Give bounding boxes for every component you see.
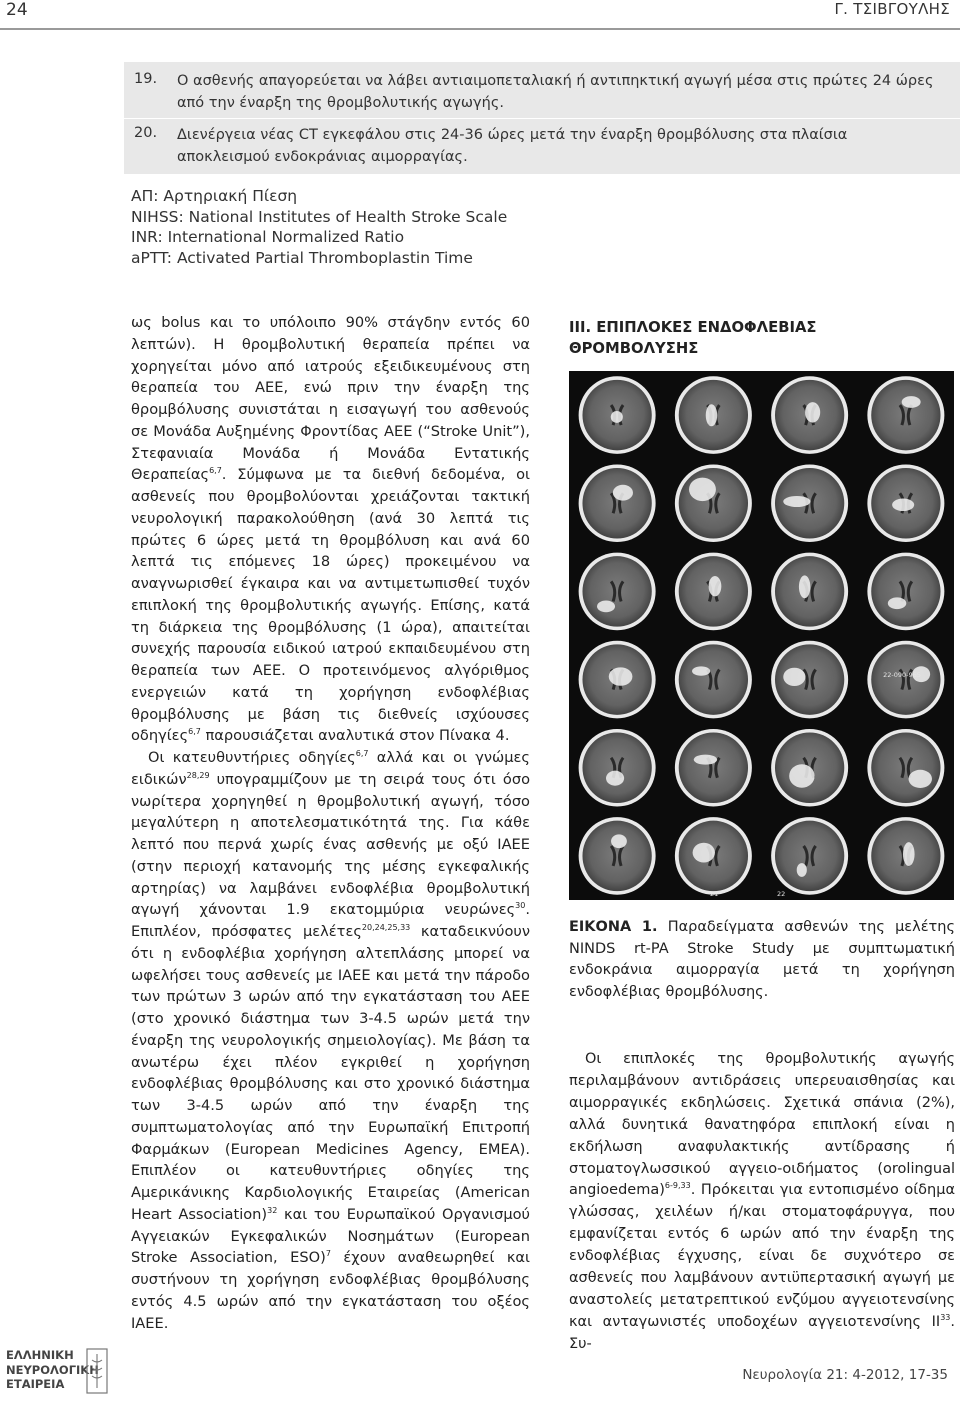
citation-ref: 33 <box>940 1312 951 1322</box>
footer-citation: Νευρολογία 21: 4-2012, 17-35 <box>742 1367 948 1383</box>
ct-slice <box>579 376 656 454</box>
abbreviation-item: ΑΠ: Αρτηριακή Πίεση <box>131 187 298 205</box>
ct-slice <box>867 641 944 719</box>
left-column <box>131 312 530 1334</box>
ct-slice <box>675 817 752 895</box>
criteria-separator <box>124 118 960 119</box>
abbreviation-item: INR: International Normalized Ratio <box>131 228 405 247</box>
citation-ref: 6-9,33 <box>664 1181 691 1191</box>
ct-slice <box>771 729 848 807</box>
ct-slice <box>867 729 944 807</box>
ct-slice <box>771 641 848 719</box>
citation-ref: 6,7 <box>209 466 222 476</box>
ct-slice <box>675 553 752 631</box>
abbreviation-item: aPTT: Activated Partial Thromboplastin Time <box>131 249 473 268</box>
criterion-line: Ο ασθενής απαγορεύεται να λάβει αντιαιμοπεταλιακή ή αντιπηκτική αγωγή μέσα στις πρώτες 24 ώρες <box>177 73 934 89</box>
ct-slice <box>771 553 848 631</box>
citation-ref: 30 <box>515 901 526 911</box>
criterion-line: από την έναρξη της θρομβολυτικής αγωγής. <box>177 94 504 111</box>
criterion-text <box>177 71 957 114</box>
ct-slice <box>675 376 752 454</box>
figure-label: ΕΙΚΟΝΑ 1. <box>569 919 658 935</box>
ct-slice <box>771 464 848 542</box>
page-number: 24 <box>6 0 28 20</box>
ct-slice <box>579 464 656 542</box>
criterion-line: αποκλεισμού ενδοκράνιας αιμορραγίας. <box>177 148 468 165</box>
criterion-text <box>177 125 957 168</box>
citation-ref: 7 <box>325 1249 331 1259</box>
criterion-line: Διενέργεια νέας CT εγκεφάλου στις 24-36 ώρες μετά την έναρξη θρομβόλυσης στα πλαίσια <box>177 127 848 143</box>
body-paragraph: Οι επιπλοκές της θρομβολυτικής αγωγής περιλαμβάνουν αντιδράσεις υπερευαισθησίας και αιμορραγικές εκδηλώσεις. Σχετικά σπάνια (2%), αλλά δυνητικά θανατηφόρα επιπλοκή είναι η εκδήλωση αναφυλακτικής αντίδρασης ή στοματογλωσσικού αγγειο-οιδήματος (orolingual angioedema)$^{6-9,33}$. Πρόκειται για εντοπισμένο οίδημα γλώσσας, χειλέων ή/και στοματοφάρυγγα, που εμφανίζεται εντός 6 ωρών από την έναρξη της ενδοφλέβιας έγχυσης, είναι δε συχνότερο σε ασθενείς που λαμβάνουν αντιϋπερτασική αγωγή με αναστολείς μετατρεπτικού ενζύμου αγγειοτενσίνης και ανταγωνιστές υποδοχέων αγγειοτενσίνης ΙΙ$^{33}$. Συ- <box>569 1051 955 1352</box>
ct-slice <box>579 641 656 719</box>
ct-slice <box>867 553 944 631</box>
logo-line: ΕΤΑΙΡΕΙΑ <box>6 1377 65 1391</box>
body-paragraph: ως bolus και το υπόλοιπο 90% στάγδην εντός 60 λεπτών). Η θρομβολυτική θεραπεία πρέπει να χορηγείται μόνο από ιατρούς εξειδικευμένους στη θεραπεία του ΑΕΕ, ενώ πριν την έναρξη της θρομβόλυσης συνιστάται η εισαγωγή του ασθενούς σε Μονάδα Αυξημένης Φροντίδας ΑΕΕ (“Stroke Unit”), Στεφανιαία Μονάδα ή Μονάδα Εντατικής Θεραπείας$^{6,7}$. Σύμφωνα με τα διεθνή δεδομένα, οι ασθενείς που θρομβολύονται χρειάζονται τακτική νευρολογική παρακολούθηση (ανά 30 λεπτά τις πρώτες 6 ώρες μετά τη θρομβόλυση και ανά 60 λεπτά τις επόμενες 18 ώρες) προκειμένου να αναγνωρισθεί έγκαιρα και να αντιμετωπισθεί τυχόν επιπλοκή της θρομβολυτικής αγωγής. Επίσης, κατά τη διάρκεια της θρομβόλυσης (1 ώρα), απαιτείται συνεχής παρουσία ειδικού ιατρού εκπαιδευμένου στη θεραπεία των ΑΕΕ. Ο προτεινόμενος αλγόριθμος ενεργειών κατά τη χορήγηση ενδοφλέβιας θρομβόλυσης με βάση τις διεθνείς ισχύουσες οδηγίες$^{6,7}$ παρουσιάζεται αναλυτικά στον Πίνακα 4. <box>131 314 530 745</box>
scan-id-label: 22-090-965 <box>883 671 921 679</box>
society-logo <box>6 1348 108 1402</box>
body-paragraph: Οι κατευθυντήριες οδηγίες$^{6,7}$ αλλά και οι γνώμες ειδικών$^{28,29}$ υπογραμμίζουν με τη σειρά τους ότι όσο νωρίτερα χορηγηθεί η θρομβολυτική αγωγή, τόσο μεγαλύτερη η αποτελεσματικότητά της. Για κάθε λεπτό που περνά χωρίς ένας ασθενής με οξύ ΙΑΕΕ (στην περιοχή κατανομής της μέσης εγκεφαλικής αρτηρίας) να λαμβάνει ενδοφλέβια θρομβολυτική αγωγή χάνονται 1.9 εκατομμύρια νευρώνες$^{30}$. Επιπλέον, πρόσφατες μελέτες$^{20,24,25,33}$ καταδεικνύουν ότι η ενδοφλέβια χορήγηση αλτεπλάσης μπορεί να ωφελήσει τους ασθενείς με ΙΑΕΕ και μετά την πάροδο των πρώτων 3 ωρών από την εγκατάσταση του ΑΕΕ (στο χρονικό διάστημα των 3-4.5 ωρών μετά την έναρξη της νευρολογικής σημειολογίας). Με βάση τα ανωτέρω έχει πλέον εγκριθεί η χορήγηση ενδοφλέβιας θρομβόλυσης και στο χρονικό διάστημα των 3-4.5 ωρών από την έναρξη της συμπτωματολογίας από την Ευρωπαϊκή Επιτροπή Φαρμάκων (European Medicines Agency, EMEA). Επιπλέον οι κατευθυντήριες οδηγίες της Αμερικάνικης Καρδιολογικής Εταιρείας (American Heart Association)$^{32}$ και του Ευρωπαϊκού Οργανισμού Αγγειακών Εγκεφαλικών Νοσημάτων (European Stroke Association, ESO)$^7$ έχουν αναθεωρηθεί και συστήνουν τη χορήγηση ενδοφλέβιας θρομβόλυσης εντός 4.5 ωρών από την εγκατάσταση του οξέος ΙΑΕΕ. <box>131 749 531 1332</box>
ct-slice <box>675 641 752 719</box>
logo-line: ΕΛΛΗΝΙΚΗ <box>6 1348 74 1362</box>
criterion-number: 20. <box>134 125 158 141</box>
citation-ref: 20,24,25,33 <box>361 923 411 932</box>
ct-slice <box>867 376 944 454</box>
header-rule <box>0 28 960 30</box>
ct-slice <box>675 729 752 807</box>
abbreviation-item: NIHSS: National Institutes of Health Stroke Scale <box>131 207 508 226</box>
ct-slice <box>771 376 848 454</box>
section-heading: III. ΕΠΙΠΛΟΚΕΣ ΕΝΔΟΦΛΕΒΙΑΣ ΘΡΟΜΒΟΛΥΣΗΣ <box>569 319 817 357</box>
right-column <box>569 1049 955 1356</box>
ct-slice <box>675 464 752 542</box>
ct-slice <box>771 817 848 895</box>
ct-slice <box>867 817 944 895</box>
citation-ref: 28,29 <box>186 770 210 780</box>
logo-emblem-icon <box>86 1348 108 1394</box>
abbreviation-list <box>131 186 507 269</box>
ct-slice <box>579 553 656 631</box>
citation-ref: 32 <box>267 1205 278 1215</box>
running-head: Γ. ΤΣΙΒΓΟΥΛΗΣ <box>834 0 950 18</box>
criteria-box <box>124 62 960 174</box>
scan-number-label: 22 <box>777 890 786 898</box>
citation-ref: 6,7 <box>355 749 369 758</box>
scan-number-label: 21 <box>710 890 719 898</box>
figure-caption: ΕΙΚΟΝΑ 1. Παραδείγματα ασθενών της μελέτης NINDS rt-PA Stroke Study με συμπτωματική ενδοκράνια αιμορραγία μετά τη χορήγηση ενδοφλέβιας θρομβόλυσης. <box>569 919 955 1000</box>
citation-ref: 6,7 <box>188 727 201 737</box>
ct-scan-figure <box>569 371 954 900</box>
ct-slice <box>579 729 656 807</box>
ct-slice <box>867 464 944 542</box>
ct-scan-grid <box>569 371 954 900</box>
criterion-number: 19. <box>134 71 158 87</box>
ct-slice <box>579 817 656 895</box>
logo-line: ΝΕΥΡΟΛΟΓΙΚΗ <box>6 1362 99 1377</box>
